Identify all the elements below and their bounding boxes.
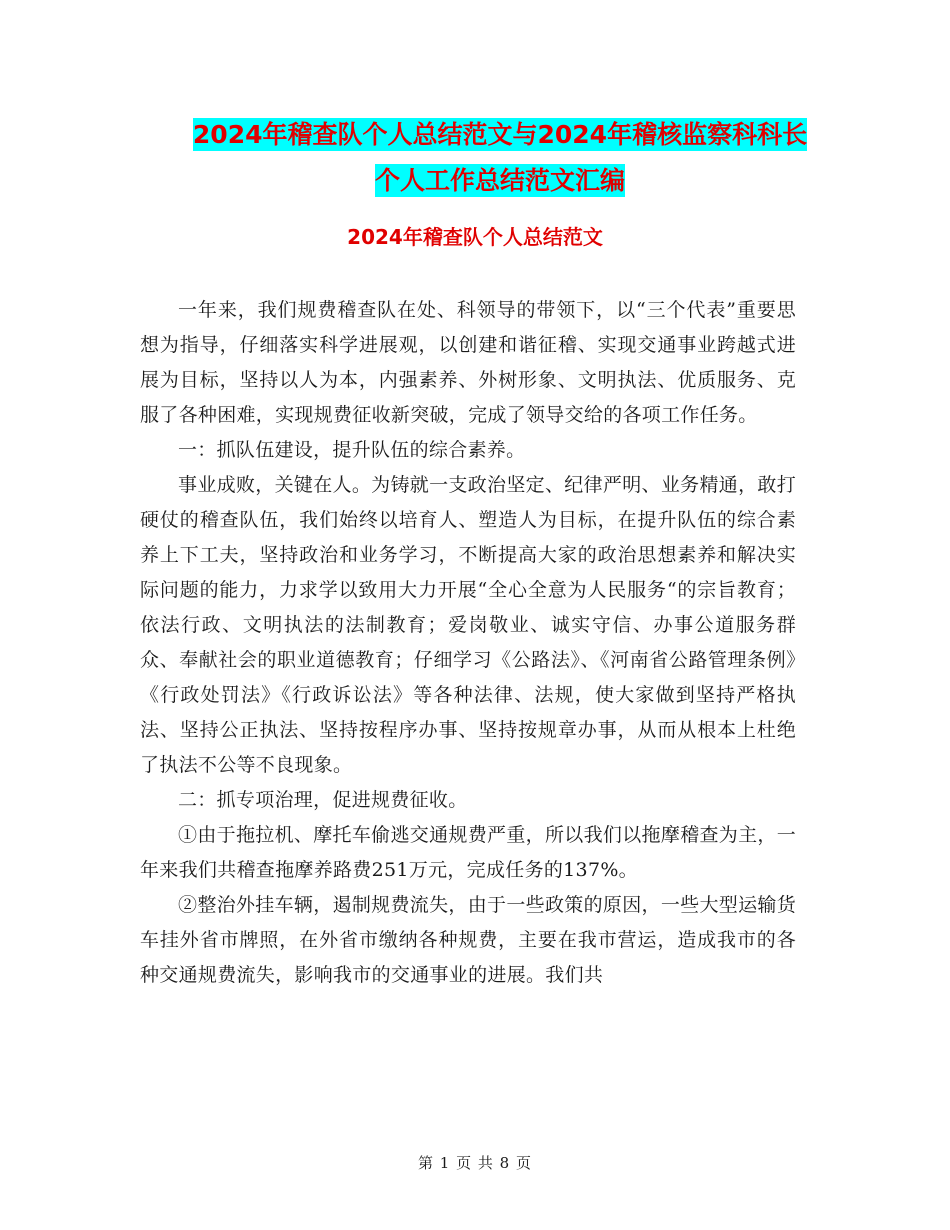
title-line-2: 个人工作总结范文汇编 — [374, 166, 625, 195]
page-footer: 第 1 页 共 8 页 — [418, 1154, 532, 1172]
paragraph: ①由于拖拉机、摩托车偷逃交通规费严重，所以我们以拖摩稽查为主，一年来我们共稽查拖摩养路费251万元，完成任务的137%。 — [140, 824, 796, 881]
paragraph: 事业成败，关键在人。为铸就一支政治坚定、纪律严明、业务精通，敢打硬仗的稽查队伍，我们始终以培育人、塑造人为目标，在提升队伍的综合素养上下工夫，坚持政治和业务学习，不断提高大家的政治思想素养和解决实际问题的能力，力求学以致用大力开展“全心全意为人民服务“的宗旨教育；依法行政、文明执法的法制教育；爱岗敬业、诚实守信、办事公道服务群众、奉献社会的职业道德教育；仔细学习《公路法》、《河南省公路管理条例》《行政处罚法》《行政诉讼法》等各种法律、法规，使大家做到坚持严格执法、坚持公正执法、坚持按程序办事、坚持按规章办事，从而从根本上杜绝了执法不公等不良现象。 — [140, 474, 796, 776]
document-body — [140, 293, 796, 993]
paragraph: 一：抓队伍建设，提升队伍的综合素养。 — [178, 439, 526, 461]
title-line-1: 2024年稽查队个人总结范文与2024年稽核监察科科长 — [192, 120, 808, 149]
paragraph: 一年来，我们规费稽查队在处、科领导的带领下，以“三个代表”重要思想为指导，仔细落实科学进展观，以创建和谐征稽、实现交通事业跨越式进展为目标，坚持以人为本，内强素养、外树形象、文明执法、优质服务、克服了各种困难，实现规费征收新突破，完成了领导交给的各项工作任务。 — [140, 299, 796, 426]
paragraph: 二：抓专项治理，促进规费征收。 — [178, 789, 468, 811]
paragraph: ②整治外挂车辆，遏制规费流失，由于一些政策的原因，一些大型运输货车挂外省市牌照，在外省市缴纳各种规费，主要在我市营运，造成我市的各种交通规费流失，影响我市的交通事业的进展。我们共 — [140, 894, 796, 986]
section-title: 2024年稽查队个人总结范文 — [347, 225, 603, 249]
document-title — [130, 112, 870, 204]
